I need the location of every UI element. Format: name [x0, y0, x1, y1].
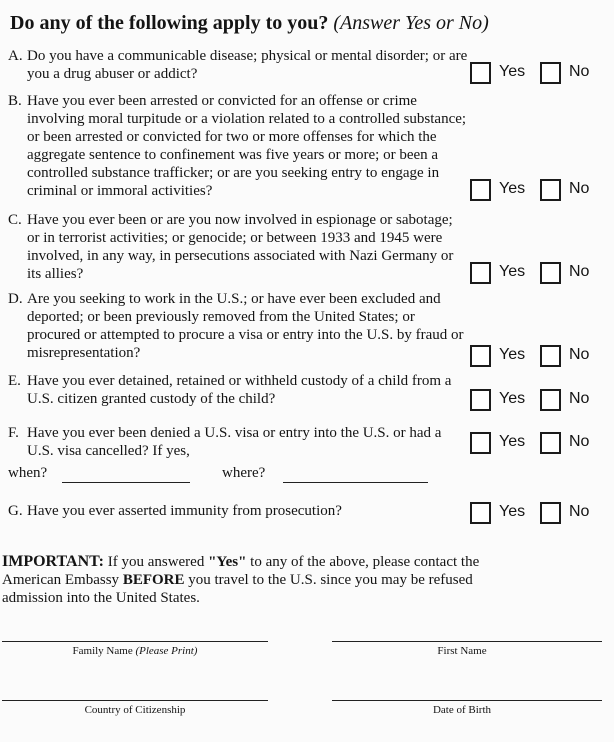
question-text: Have you ever been or are you now involved in espionage or sabotage; or in terrorist activities; or genocide; or between 1933 and 1945 were involved, in any way, in persecutions associated with Nazi Germany or its allies?	[27, 212, 454, 282]
yes-label: Yes	[499, 263, 526, 280]
question-text: Have you ever been denied a U.S. visa or entry into the U.S. or had a U.S. visa cancelled? If yes,	[27, 425, 442, 459]
question-letter: E.	[8, 373, 21, 389]
question-letter: C.	[8, 212, 22, 228]
family-name-label: Family Name	[72, 645, 133, 657]
where-field[interactable]	[283, 482, 428, 483]
family-name-caption	[2, 645, 268, 657]
yes-checkbox-f[interactable]	[470, 432, 491, 454]
question-text: Have you ever detained, retained or withheld custody of a child from a U.S. citizen granted custody of the child?	[27, 373, 452, 407]
question-text: Are you seeking to work in the U.S.; or have ever been excluded and deported; or been previously removed from the United States; or procured or attempted to procure a visa or entry into the U.S. by fraud or misrepresentation?	[27, 291, 464, 361]
question-f	[8, 424, 468, 460]
answer-f	[470, 432, 610, 454]
yes-label: Yes	[499, 346, 526, 363]
question-a	[8, 47, 468, 83]
question-e	[8, 372, 468, 408]
yes-label: Yes	[499, 433, 526, 450]
dob-label: Date of Birth	[432, 704, 492, 716]
yes-checkbox-c[interactable]	[470, 262, 491, 284]
important-text-3: you travel to the U.S. since you may be refused admission into the United States.	[2, 572, 473, 606]
yes-checkbox-b[interactable]	[470, 179, 491, 201]
answer-d	[470, 345, 610, 367]
no-label: No	[569, 503, 590, 520]
country-caption	[2, 704, 268, 716]
no-checkbox-a[interactable]	[540, 62, 561, 84]
family-name-note: (Please Print)	[135, 645, 198, 657]
question-text: Have you ever been arrested or convicted for an offense or crime involving moral turpitude or a violation related to a controlled substance; or been arrested or convicted for two or more offenses for which the aggregate sentence to confinement was five years or more; or been a controlled substance trafficker; or are you seeking entry to engage in criminal or immoral activities?	[27, 93, 467, 199]
country-field[interactable]	[2, 700, 268, 701]
answer-g	[470, 502, 610, 524]
yes-label: Yes	[499, 63, 526, 80]
no-checkbox-g[interactable]	[540, 502, 561, 524]
no-checkbox-b[interactable]	[540, 179, 561, 201]
first-name-label: First Name	[437, 645, 487, 657]
no-checkbox-c[interactable]	[540, 262, 561, 284]
no-label: No	[569, 433, 590, 450]
question-letter: A.	[8, 48, 23, 64]
yes-checkbox-d[interactable]	[470, 345, 491, 367]
question-text: Have you ever asserted immunity from prosecution?	[27, 503, 342, 519]
no-checkbox-f[interactable]	[540, 432, 561, 454]
question-letter: F.	[8, 425, 19, 441]
important-yes: "Yes"	[208, 554, 247, 570]
important-before: BEFORE	[122, 572, 185, 588]
first-name-field[interactable]	[332, 641, 602, 642]
when-label: when?	[8, 465, 48, 481]
yes-checkbox-g[interactable]	[470, 502, 491, 524]
yes-checkbox-e[interactable]	[470, 389, 491, 411]
answer-a	[470, 62, 610, 84]
heading-instruction: (Answer Yes or No)	[333, 12, 489, 34]
question-b	[8, 92, 468, 200]
no-label: No	[569, 346, 590, 363]
answer-c	[470, 262, 610, 284]
question-letter: D.	[8, 291, 23, 307]
heading-question: Do any of the following apply to you?	[10, 12, 329, 34]
first-name-caption	[332, 645, 592, 657]
important-label: IMPORTANT:	[2, 553, 104, 570]
no-label: No	[569, 180, 590, 197]
dob-caption	[332, 704, 592, 716]
question-c	[8, 211, 468, 283]
no-label: No	[569, 263, 590, 280]
important-text-2: to any of the above, please contact the American Embassy	[2, 554, 480, 588]
dob-field[interactable]	[332, 700, 602, 701]
important-text-1: If you answered	[107, 554, 205, 570]
question-letter: B.	[8, 93, 22, 109]
question-letter: G.	[8, 503, 23, 519]
question-d	[8, 290, 468, 362]
country-label: Country of Citizenship	[84, 704, 186, 716]
yes-label: Yes	[499, 180, 526, 197]
answer-b	[470, 179, 610, 201]
where-label: where?	[222, 465, 266, 481]
answer-e	[470, 389, 610, 411]
no-checkbox-e[interactable]	[540, 389, 561, 411]
important-notice	[2, 553, 482, 607]
no-label: No	[569, 390, 590, 407]
question-g	[8, 502, 468, 520]
no-checkbox-d[interactable]	[540, 345, 561, 367]
yes-label: Yes	[499, 390, 526, 407]
yes-label: Yes	[499, 503, 526, 520]
yes-checkbox-a[interactable]	[470, 62, 491, 84]
question-text: Do you have a communicable disease; physical or mental disorder; or are you a drug abuser or addict?	[27, 48, 468, 82]
form-heading	[10, 12, 489, 35]
no-label: No	[569, 63, 590, 80]
when-field[interactable]	[62, 482, 190, 483]
family-name-field[interactable]	[2, 641, 268, 642]
